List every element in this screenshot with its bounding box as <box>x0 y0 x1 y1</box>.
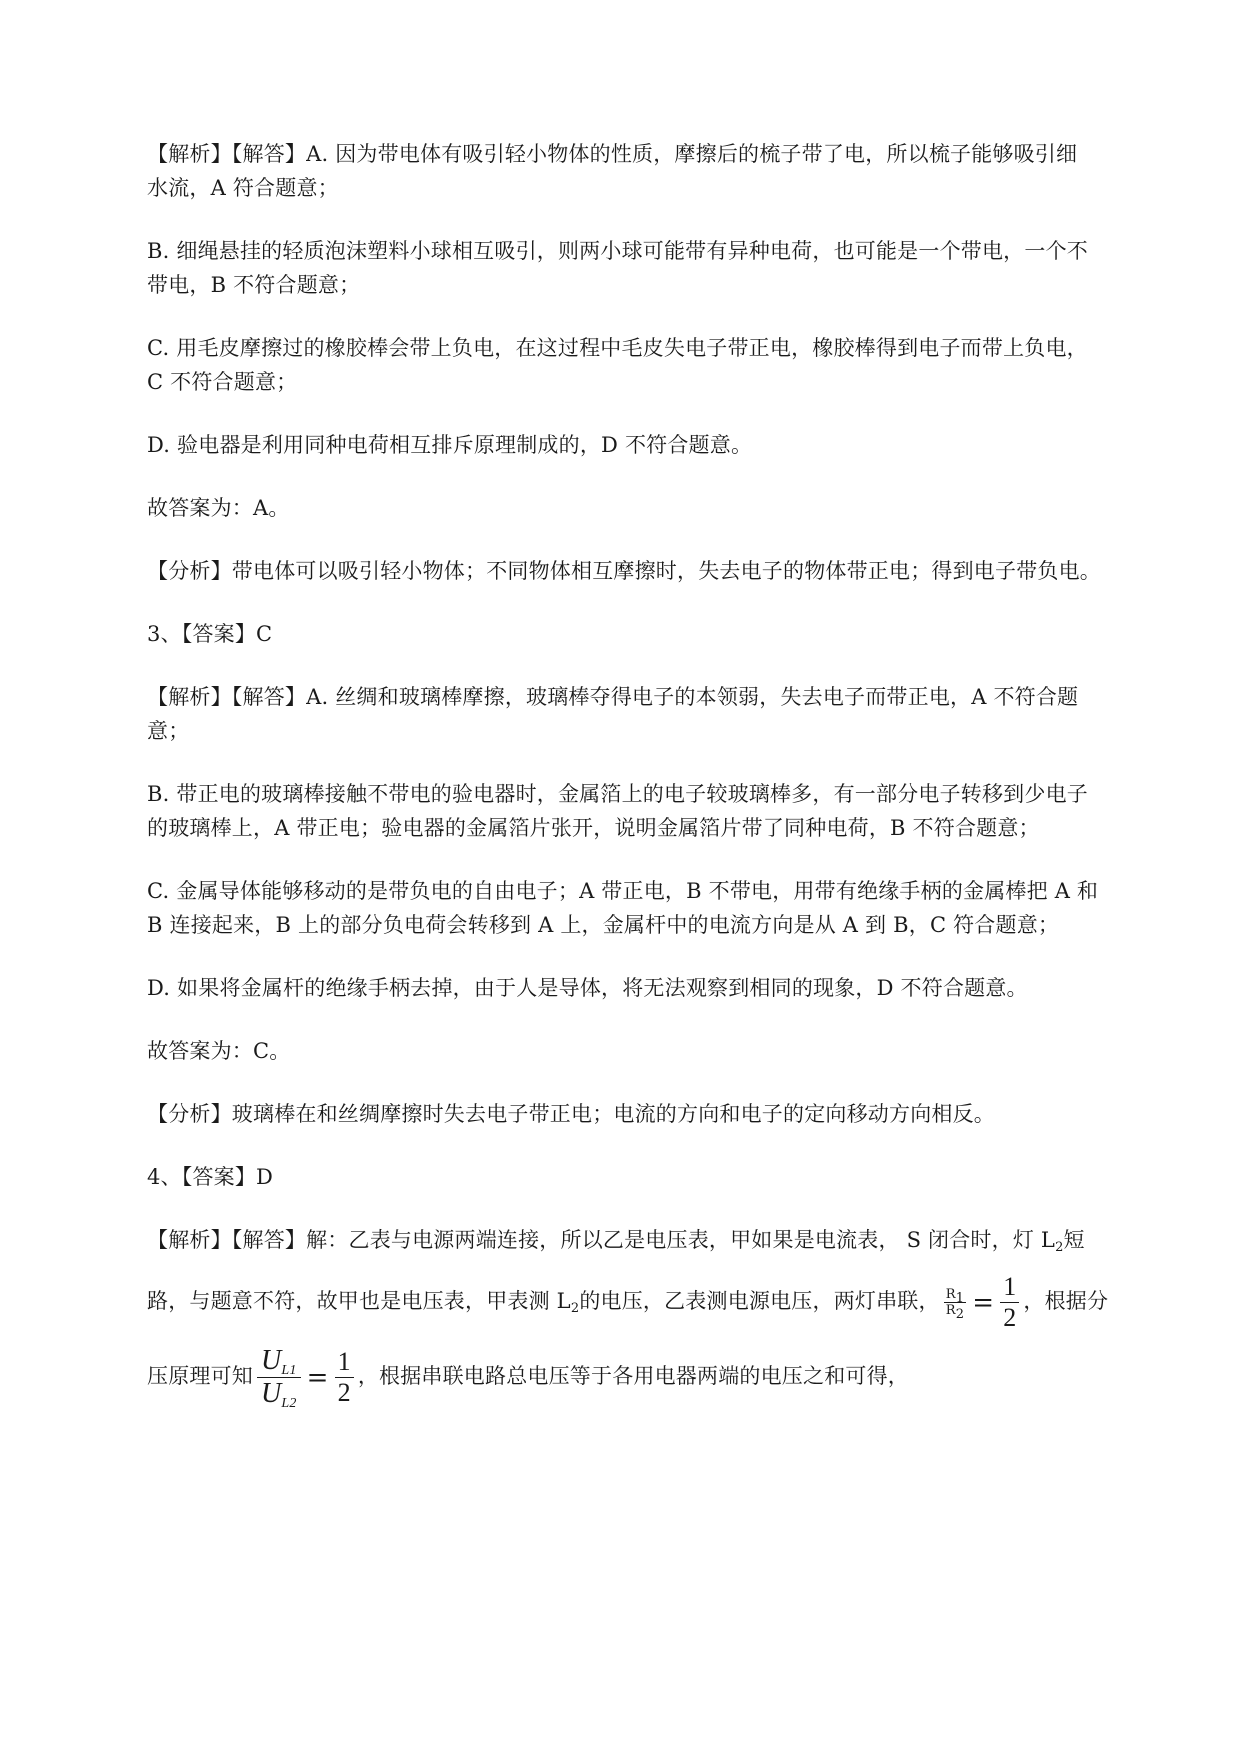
q2-answer: 故答案为：A。 <box>147 496 290 520</box>
fraction-numerator: 1 <box>1000 1272 1019 1303</box>
q2-solution-d: D. 验电器是利用同种电荷相互排斥原理制成的，D 不符合题意。 <box>147 433 753 457</box>
q2-solution-b-line2: 带电，B 不符合题意； <box>147 273 361 297</box>
q4-solution-line1 <box>147 1225 1085 1255</box>
q4-solution-line2 <box>147 1272 1108 1333</box>
q4-heading: 4、【答案】D <box>147 1165 274 1189</box>
q2-solution-a-line2: 水流，A 符合题意； <box>147 176 339 200</box>
q2-solution-c-line2: C 不符合题意； <box>147 370 298 394</box>
q3-solution-a-line1: 【解析】【解答】A. 丝绸和玻璃棒摩擦，玻璃棒夺得电子的本领弱，失去电子而带正电，A 不符合题 <box>147 685 1079 709</box>
r-symbol: R <box>945 1287 956 1302</box>
r-subscript: 2 <box>955 1307 965 1322</box>
q3-solution-c-line2: B 连接起来，B 上的部分负电荷会转移到 A 上，金属杆中的电流方向是从 A 到 B，C 符合题意； <box>147 913 1060 937</box>
q4-line1-end: 短 <box>1063 1228 1085 1252</box>
r-subscript: 1 <box>955 1291 965 1306</box>
voltage-ratio-fraction <box>257 1345 301 1410</box>
q3-answer: 故答案为：C。 <box>147 1039 291 1063</box>
q4-line2-end: ，根据分 <box>1023 1289 1109 1313</box>
equals-sign: = <box>972 1287 995 1318</box>
l2-subscript: 2 <box>570 1301 580 1316</box>
q3-analysis: 【分析】玻璃棒在和丝绸摩擦时失去电子带正电；电流的方向和电子的定向移动方向相反。 <box>147 1102 995 1126</box>
q3-solution-d: D. 如果将金属杆的绝缘手柄去掉，由于人是导体，将无法观察到相同的现象，D 不符合题意。 <box>147 976 1028 1000</box>
q2-solution-a-line1: 【解析】【解答】A. 因为带电体有吸引轻小物体的性质，摩擦后的梳子带了电，所以梳子能够吸引细 <box>147 142 1078 166</box>
one-half-fraction <box>335 1347 354 1408</box>
q4-line2-text: 路，与题意不符，故甲也是电压表，甲表测 L <box>147 1289 571 1313</box>
q4-line1-text: 【解析】【解答】解：乙表与电源两端连接，所以乙是电压表，甲如果是电流表， S 闭合时，灯 L <box>147 1228 1056 1252</box>
q3-solution-c-line1: C. 金属导体能够移动的是带负电的自由电子；A 带正电，B 不带电，用带有绝缘手柄的金属棒把 A 和 <box>147 879 1099 903</box>
r-symbol: R <box>945 1303 956 1318</box>
q2-solution-c-line1: C. 用毛皮摩擦过的橡胶棒会带上负电，在这过程中毛皮失电子带正电，橡胶棒得到电子而带上负电， <box>147 336 1088 360</box>
one-half-fraction <box>1000 1272 1019 1333</box>
q4-solution-line3 <box>147 1340 909 1414</box>
l2-subscript: 2 <box>1055 1240 1064 1255</box>
fraction-numerator: 1 <box>335 1347 354 1378</box>
q4-line2-mid: 的电压，乙表测电源电压，两灯串联， <box>579 1289 940 1313</box>
q4-line3-text: 压原理可知 <box>147 1364 253 1388</box>
q3-solution-b-line2: 的玻璃棒上，A 带正电；验电器的金属箔片张开，说明金属箔片带了同种电荷，B 不符合题意； <box>147 816 1040 840</box>
u-subscript: L2 <box>281 1396 297 1411</box>
q4-line3-end: ，根据串联电路总电压等于各用电器两端的电压之和可得， <box>357 1364 910 1388</box>
u-symbol: U <box>261 1378 282 1409</box>
q3-solution-a-line2: 意； <box>147 719 190 743</box>
q3-solution-b-line1: B. 带正电的玻璃棒接触不带电的验电器时，金属箔上的电子较玻璃棒多，有一部分电子转移到少电子 <box>147 782 1088 806</box>
equals-sign: = <box>306 1362 329 1393</box>
resistance-ratio-fraction <box>944 1287 966 1322</box>
fraction-denominator: 2 <box>1003 1303 1017 1332</box>
q3-heading: 3、【答案】C <box>147 622 273 646</box>
fraction-denominator: 2 <box>337 1378 351 1407</box>
u-symbol: U <box>261 1345 282 1376</box>
u-subscript: L1 <box>281 1363 297 1378</box>
q2-analysis: 【分析】带电体可以吸引轻小物体；不同物体相互摩擦时，失去电子的物体带正电；得到电子带负电。 <box>147 559 1101 583</box>
q2-solution-b-line1: B. 细绳悬挂的轻质泡沫塑料小球相互吸引，则两小球可能带有异种电荷，也可能是一个带电，一个不 <box>147 239 1088 263</box>
